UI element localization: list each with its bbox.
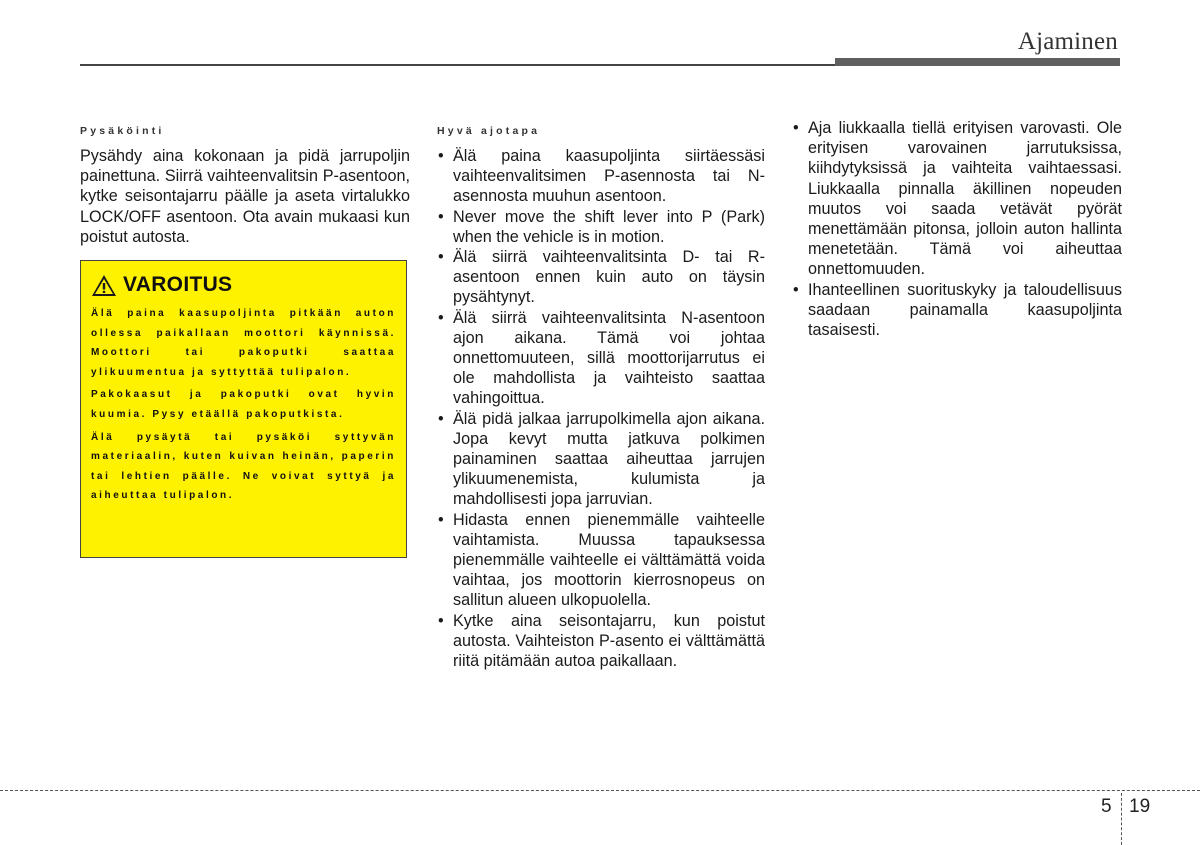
warning-box [80, 260, 407, 558]
list-item: • Älä siirrä vaihteenvalitsinta N-asentoon ajon aikana. Tämä voi johtaa onnettomuuteen, sillä moottorijarrutus ei ole mahdollista ja vaihteisto saattaa vahingoittua. [437, 308, 765, 409]
good-driving-list [437, 146, 765, 671]
right-column-list [792, 118, 1122, 340]
warning-header [91, 273, 396, 297]
list-item: • Älä paina kaasupoljinta siirtäessäsi vaihteenvalitsimen P-asennosta tai N-asennosta muuhun asentoon. [437, 146, 765, 207]
list-item: • Älä pidä jalkaa jarrupolkimella ajon aikana. Jopa kevyt mutta jatkuva polkimen painaminen saattaa aiheuttaa jarrujen ylikuumenemista, kulumista ja mahdollisesti jopa jarruvian. [437, 409, 765, 510]
list-item: • Älä siirrä vaihteenvalitsinta D- tai R-asentoon ennen kuin auto on täysin pysähtynyt. [437, 247, 765, 308]
list-item: • Kytke aina seisontajarru, kun poistut autosta. Vaihteiston P-asento ei välttämättä riitä pitämään autoa paikallaan. [437, 611, 765, 672]
column-good-driving [437, 118, 765, 671]
section-heading-parking: Pysäköinti [80, 125, 165, 137]
footer-rule [0, 790, 1200, 791]
header-rule-thick [835, 58, 1120, 66]
page-number-separator [1121, 793, 1122, 845]
list-item: • Ihanteellinen suorituskyky ja taloudellisuus saadaan painamalla kaasupoljinta tasaisesti. [792, 280, 1122, 341]
list-item: • Never move the shift lever into P (Park) when the vehicle is in motion. [437, 207, 765, 247]
warning-paragraph: Älä paina kaasupoljinta pitkään auton ollessa paikallaan moottori käynnissä. Moottori tai pakoputki saattaa ylikuumentua ja syttyttää tulipalon. [91, 308, 396, 378]
column-right [792, 118, 1122, 340]
section-heading-good-driving: Hyvä ajotapa [437, 125, 541, 137]
list-item: • Hidasta ennen pienemmälle vaihteelle vaihtamista. Muussa tapauksessa pienemmälle vaihteelle ei välttämättä voida vaihtaa, jos moottorin kierrosnopeus on sallitun alueen ulkopuolella. [437, 510, 765, 611]
warning-title: VAROITUS [123, 273, 233, 296]
chapter-number: 5 [1101, 796, 1112, 817]
parking-paragraph: Pysähdy aina kokonaan ja pidä jarrupoljin painettuna. Siirrä vaihteenvalitsin P-asentoon, kytke seisontajarru päälle ja aseta virtalukko LOCK/OFF asentoon. Ota avain mukaasi kun poistut autosta. [80, 147, 410, 246]
list-item: • Aja liukkaalla tiellä erityisen varovasti. Ole erityisen varovainen jarrutuksissa, kiihdytyksissä ja vaihteita vaihtaessasi. Liukkaalla pinnalla äkillinen nopeuden muutos voi saada vetävät pyörät menettämään pitonsa, jolloin auton hallinta menetetään. Tämä voi aiheuttaa onnettomuuden. [792, 118, 1122, 280]
warning-triangle-icon [91, 274, 117, 297]
header-rule-thin [80, 64, 840, 66]
column-parking [80, 118, 410, 247]
header-title: Ajaminen [1017, 28, 1118, 55]
warning-paragraph: Pakokaasut ja pakoputki ovat hyvin kuumia. Pysy etäällä pakoputkista. [91, 389, 396, 420]
page-number: 19 [1129, 796, 1151, 817]
warning-paragraph: Älä pysäytä tai pysäköi syttyvän materiaalin, kuten kuivan heinän, paperin tai lehtien päälle. Ne voivat syttyä ja aiheuttaa tulipalon. [91, 431, 396, 502]
